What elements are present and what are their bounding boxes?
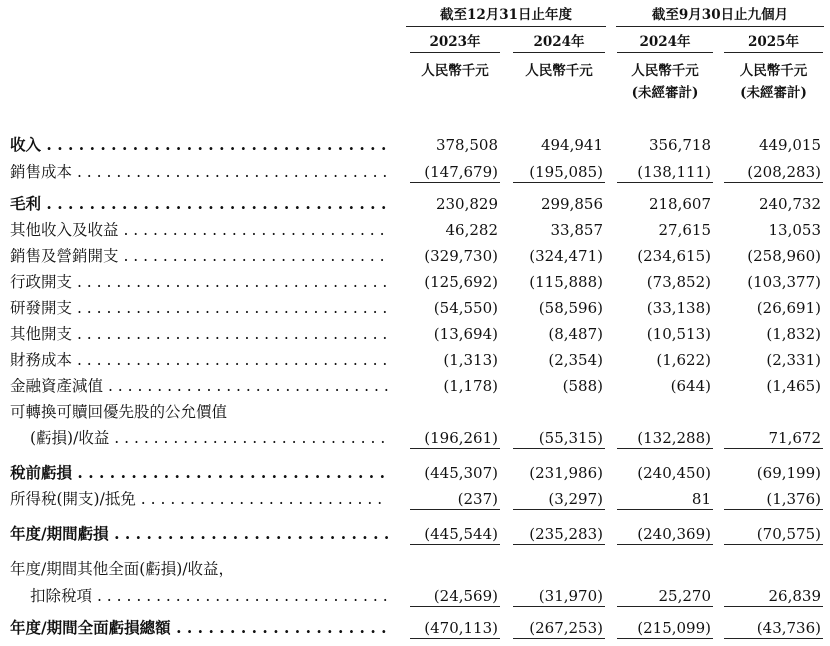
table-row-total-comprehensive-loss bbox=[0, 616, 830, 640]
value-9m-2024: 218,607 bbox=[648, 195, 711, 213]
value-2024: 299,856 bbox=[540, 195, 603, 213]
row-label: 可轉換可贖回優先股的公允價值 bbox=[10, 403, 228, 421]
value-9m-2024: (1,622) bbox=[656, 351, 711, 369]
value-2023: (54,550) bbox=[433, 299, 498, 317]
row-label: 毛利 . . . bbox=[10, 192, 388, 216]
value-2023: 46,282 bbox=[445, 221, 498, 239]
value-2023: 378,508 bbox=[435, 136, 498, 154]
value-2024: (267,253) bbox=[513, 616, 605, 639]
value-2023: (237) bbox=[410, 487, 500, 510]
row-label: 年度/期間虧損 . . . bbox=[10, 522, 388, 546]
row-label: 銷售及營銷開支 . . . bbox=[10, 244, 388, 268]
table-row-other-income bbox=[0, 218, 830, 242]
header-year-2024-annual: 2024年 bbox=[513, 32, 605, 53]
row-label: 其他收入及收益 . . . bbox=[10, 218, 388, 242]
header-year-2025-interim: 2025年 bbox=[724, 32, 823, 53]
row-label: 年度/期間其他全面(虧損)/收益， bbox=[10, 560, 235, 578]
value-9m-2024: (138,111) bbox=[617, 160, 713, 183]
value-9m-2024: 25,270 bbox=[617, 584, 713, 607]
table-row-oci-heading bbox=[0, 557, 830, 581]
header-group-nine-months: 截至9月30日止九個月 bbox=[616, 4, 824, 27]
value-9m-2025: 26,839 bbox=[724, 584, 823, 607]
row-label: 其他開支 . . . bbox=[10, 322, 388, 346]
table-row-rnd-expenses bbox=[0, 296, 830, 320]
value-9m-2025: (103,377) bbox=[747, 273, 821, 291]
value-2024: (31,970) bbox=[513, 584, 605, 607]
value-2024: (324,471) bbox=[529, 247, 603, 265]
table-row-gross-profit bbox=[0, 192, 830, 216]
table-row-fair-value bbox=[0, 426, 830, 450]
value-2023: 230,829 bbox=[435, 195, 498, 213]
value-9m-2025: (1,465) bbox=[766, 377, 821, 395]
value-9m-2025: 13,053 bbox=[768, 221, 821, 239]
value-2024: (2,354) bbox=[548, 351, 603, 369]
header-unaudited-col4: (未經審計) bbox=[740, 85, 807, 101]
value-9m-2025: (2,331) bbox=[766, 351, 821, 369]
value-9m-2024: (73,852) bbox=[646, 273, 711, 291]
value-9m-2024: 356,718 bbox=[648, 136, 711, 154]
header-year-2024-interim: 2024年 bbox=[617, 32, 713, 53]
value-2024: (115,888) bbox=[529, 273, 603, 291]
value-2023: (1,178) bbox=[443, 377, 498, 395]
value-9m-2024: (644) bbox=[670, 377, 711, 395]
row-label: 研發開支 . . . bbox=[10, 296, 388, 320]
value-2023: (147,679) bbox=[410, 160, 500, 183]
table-row-oci-net bbox=[0, 584, 830, 608]
value-9m-2024: (240,369) bbox=[617, 522, 713, 545]
value-9m-2025: 449,015 bbox=[758, 136, 821, 154]
value-9m-2025: (208,283) bbox=[724, 160, 823, 183]
value-9m-2024: (234,615) bbox=[637, 247, 711, 265]
table-row-loss-before-tax bbox=[0, 461, 830, 485]
value-2023: (13,694) bbox=[433, 325, 498, 343]
header-group-full-year: 截至12月31日止年度 bbox=[406, 4, 606, 27]
row-label: 年度/期間全面虧損總額 . . . bbox=[10, 616, 388, 640]
value-9m-2025: (1,832) bbox=[766, 325, 821, 343]
value-2023: (24,569) bbox=[410, 584, 500, 607]
value-2024: (231,986) bbox=[529, 464, 603, 482]
value-2024: (235,283) bbox=[513, 522, 605, 545]
value-9m-2025: 71,672 bbox=[724, 426, 823, 449]
header-currency-col3: 人民幣千元 bbox=[631, 63, 699, 79]
value-9m-2025: (26,691) bbox=[756, 299, 821, 317]
value-2024: (55,315) bbox=[513, 426, 605, 449]
value-2024: 494,941 bbox=[540, 136, 603, 154]
table-row-impairment bbox=[0, 374, 830, 398]
value-9m-2025: (69,199) bbox=[756, 464, 821, 482]
value-2023: (1,313) bbox=[443, 351, 498, 369]
value-2023: (196,261) bbox=[410, 426, 500, 449]
table-row-selling-expenses bbox=[0, 244, 830, 268]
value-9m-2025: (70,575) bbox=[724, 522, 823, 545]
value-2023: (445,307) bbox=[424, 464, 498, 482]
value-9m-2025: (258,960) bbox=[747, 247, 821, 265]
row-label: 金融資產減值 . . . bbox=[10, 374, 388, 398]
value-9m-2024: (240,450) bbox=[637, 464, 711, 482]
header-currency-col4: 人民幣千元 bbox=[739, 63, 808, 79]
value-9m-2024: (10,513) bbox=[646, 325, 711, 343]
value-9m-2024: 27,615 bbox=[658, 221, 711, 239]
value-2024: (195,085) bbox=[513, 160, 605, 183]
value-9m-2025: 240,732 bbox=[758, 195, 821, 213]
header-unaudited-col3: (未經審計) bbox=[631, 85, 699, 101]
table-row-finance-costs bbox=[0, 348, 830, 372]
row-label: (虧損)/收益 . . . bbox=[30, 426, 388, 450]
value-2024: (8,487) bbox=[548, 325, 603, 343]
row-label: 稅前虧損 . . . bbox=[10, 461, 388, 485]
value-2023: (470,113) bbox=[410, 616, 500, 639]
value-2023: (125,692) bbox=[424, 273, 498, 291]
table-row-period-loss bbox=[0, 522, 830, 546]
table-row-revenue bbox=[0, 133, 830, 157]
value-9m-2024: (132,288) bbox=[617, 426, 713, 449]
value-9m-2024: (215,099) bbox=[617, 616, 713, 639]
value-2023: (329,730) bbox=[424, 247, 498, 265]
value-2023: (445,544) bbox=[410, 522, 500, 545]
table-row-cost-of-sales bbox=[0, 160, 830, 184]
row-label: 所得稅(開支)/抵免 . . . bbox=[10, 487, 388, 511]
table-row-fair-value-heading bbox=[0, 400, 830, 424]
row-label: 財務成本 . . . bbox=[10, 348, 388, 372]
row-label: 扣除稅項 . . . bbox=[30, 584, 388, 608]
value-9m-2025: (43,736) bbox=[724, 616, 823, 639]
value-2024: (3,297) bbox=[513, 487, 605, 510]
row-label: 收入 . . . bbox=[10, 133, 388, 157]
table-row-income-tax bbox=[0, 487, 830, 511]
value-2024: (588) bbox=[562, 377, 603, 395]
table-row-admin-expenses bbox=[0, 270, 830, 294]
header-year-2023: 2023年 bbox=[410, 32, 500, 53]
value-2024: 33,857 bbox=[550, 221, 603, 239]
value-9m-2024: (33,138) bbox=[646, 299, 711, 317]
value-2024: (58,596) bbox=[538, 299, 603, 317]
header-currency-col2: 人民幣千元 bbox=[525, 63, 593, 79]
value-9m-2024: 81 bbox=[617, 487, 713, 510]
value-9m-2025: (1,376) bbox=[724, 487, 823, 510]
table-row-other-expenses bbox=[0, 322, 830, 346]
row-label: 行政開支 . . . bbox=[10, 270, 388, 294]
header-currency-col1: 人民幣千元 bbox=[421, 63, 489, 79]
row-label: 銷售成本 . . . bbox=[10, 160, 388, 184]
